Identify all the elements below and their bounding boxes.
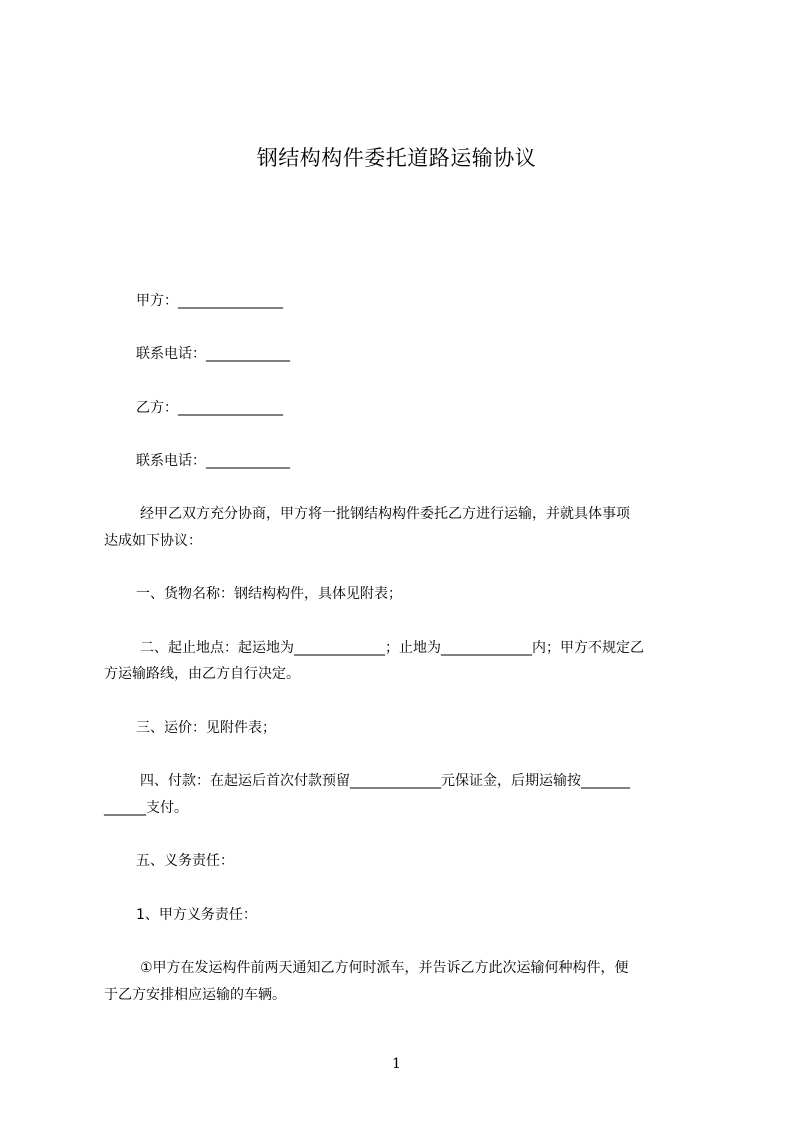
clause-2-line-2: 方运输路线，由乙方自行决定。: [104, 666, 300, 682]
clause-5-1-item-1-line-2: 于乙方安排相应运输的车辆。: [104, 987, 286, 1003]
party-b-line: 乙方：_______________: [136, 400, 283, 416]
clause-3-freight: 三、运价：见附件表；: [136, 720, 276, 736]
clause-1-goods-name: 一、货物名称：钢结构构件，具体见附表；: [136, 586, 402, 602]
clause-5-1-heading: 1、甲方义务责任：: [136, 907, 257, 923]
clause-4-line-2: ______支付。: [104, 800, 188, 816]
document-title: 钢结构构件委托道路运输协议: [256, 146, 537, 170]
clause-5-1-item-1-line-1: ①甲方在发运构件前两天通知乙方何时派车，并告诉乙方此次运输何种构件，便: [140, 960, 629, 976]
intro-paragraph-line-2: 达成如下协议：: [104, 533, 202, 549]
clause-4-line-1: 四、付款：在起运后首次付款预留_____________元保证金，后期运输按_______: [140, 773, 630, 789]
intro-paragraph-line-1: 经甲乙双方充分协商，甲方将一批钢结构构件委托乙方进行运输，并就具体事项: [140, 506, 630, 522]
page-number: 1: [392, 1056, 401, 1072]
party-b-phone-line: 联系电话：____________: [136, 453, 290, 469]
clause-2-line-1: 二、起止地点：起运地为_____________；止地为_____________内；甲方不规定乙: [140, 640, 644, 656]
party-a-line: 甲方：_______________: [136, 293, 283, 309]
clause-5-heading: 五、义务责任：: [136, 853, 234, 869]
party-a-phone-line: 联系电话：____________: [136, 346, 290, 362]
